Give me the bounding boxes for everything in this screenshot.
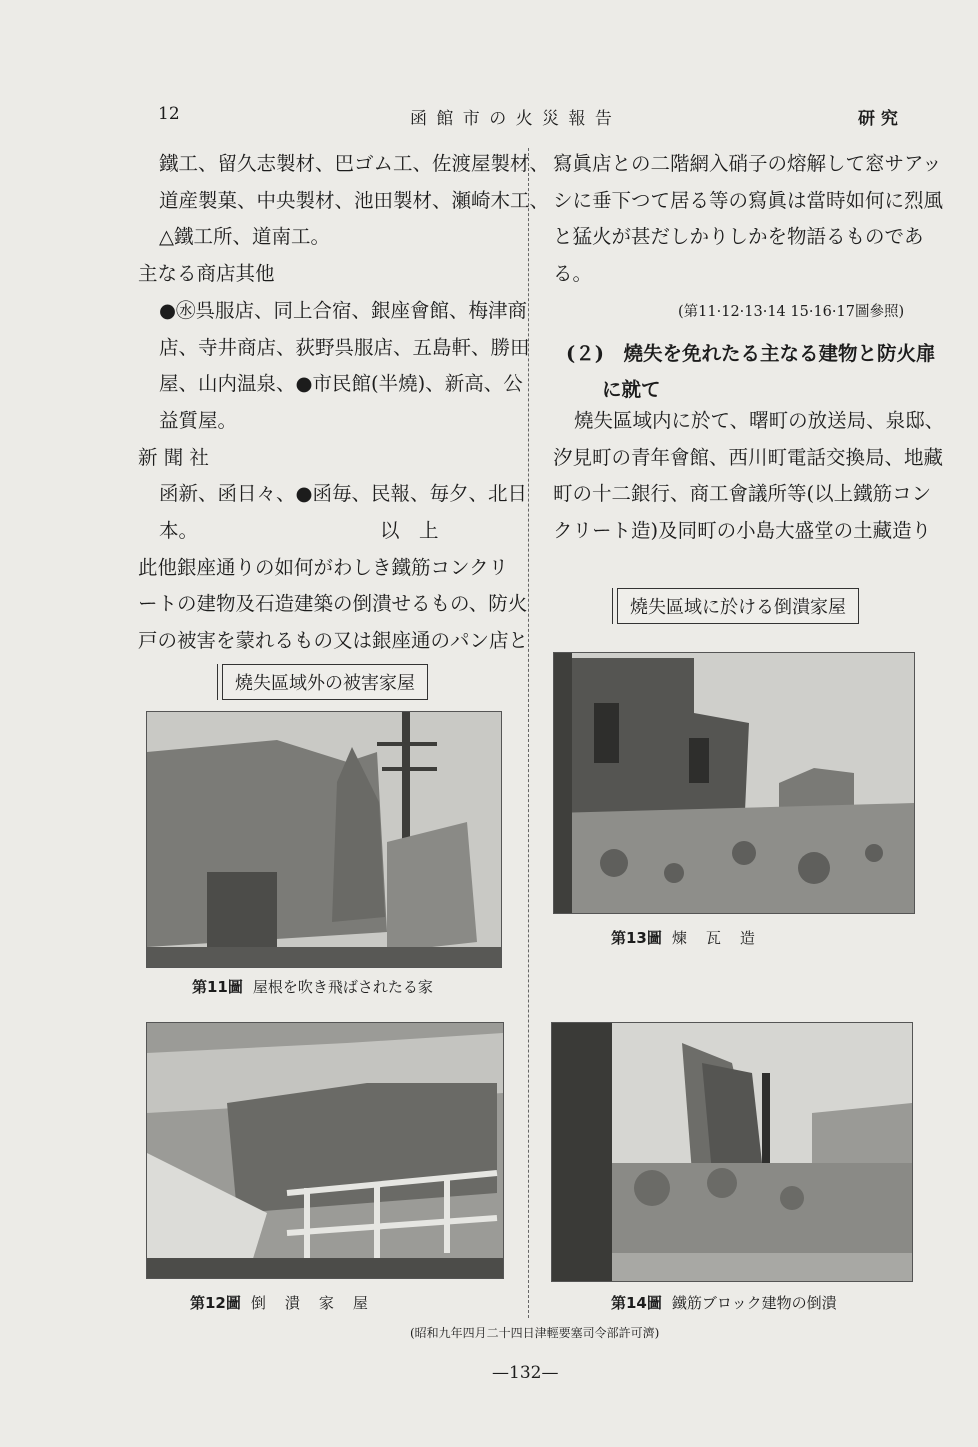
figure-13-photo bbox=[553, 652, 915, 914]
text-line: ●㊌呉服店、同上合宿、銀座會館、梅津商 bbox=[159, 298, 528, 322]
text-line: 汐見町の青年會館、西川町電話交換局、地藏 bbox=[553, 445, 944, 469]
brick-ruin-graphic bbox=[554, 653, 914, 913]
house-photo-graphic bbox=[147, 712, 501, 967]
figure-12-caption bbox=[190, 1292, 370, 1313]
figure-number: 第13圖 bbox=[611, 929, 662, 947]
permit-note: (昭和九年四月二十四日津輕要塞司令部許可濟) bbox=[410, 1326, 660, 1340]
figure-11-caption bbox=[192, 976, 433, 997]
text-line: 函新、函日々、●函毎、民報、毎夕、北日 bbox=[159, 482, 528, 506]
figure-number: 第11圖 bbox=[192, 978, 243, 996]
figure-number: 第12圖 bbox=[190, 1294, 241, 1312]
page-title: 函 館 市 の 火 災 報 告 bbox=[410, 109, 614, 129]
text-line: 道産製菓、中央製材、池田製材、瀬崎木工、 bbox=[159, 188, 550, 212]
text-line: クリート造)及同町の小島大盛堂の土藏造り bbox=[553, 519, 932, 543]
figure-11-photo bbox=[146, 711, 502, 968]
subsection-heading: (２) 燒失を免れたる主なる建物と防火扉 bbox=[566, 342, 936, 365]
page-number-header: 12 bbox=[158, 104, 180, 124]
text-line: 戸の被害を蒙れるもの又は銀座通のパン店と bbox=[138, 629, 529, 653]
section-label-box: 燒失區域に於ける倒潰家屋 bbox=[617, 588, 859, 624]
subsection-heading-cont: に就て bbox=[602, 378, 661, 401]
text-line: 寫眞店との二階網入硝子の熔解して窓サアッ bbox=[553, 152, 942, 175]
text-line: 町の十二銀行、商工會議所等(以上鐵筋コン bbox=[553, 482, 932, 506]
figure-reference: (第11·12·13·14 15·16·17圖參照) bbox=[678, 304, 905, 320]
shops-heading: 主なる商店其他 bbox=[138, 262, 275, 286]
text-line: る。 bbox=[553, 262, 593, 286]
figure-14-caption bbox=[611, 1292, 837, 1313]
text-line: シに垂下つて居る等の寫眞は當時如何に烈風 bbox=[553, 188, 944, 212]
figure-number: 第14圖 bbox=[611, 1294, 662, 1312]
figure-caption-text: 倒 潰 家 屋 bbox=[250, 1294, 370, 1312]
page-number-footer: —132— bbox=[492, 1363, 559, 1383]
left-column bbox=[138, 146, 549, 660]
figure-caption-text: 鐵筋ブロック建物の倒潰 bbox=[671, 1294, 837, 1312]
text-line: 鐵工、留久志製材、巴ゴム工、佐渡屋製材、 bbox=[159, 152, 550, 175]
news-heading: 新 聞 社 bbox=[138, 445, 209, 469]
figure-14-photo bbox=[551, 1022, 913, 1282]
column-divider bbox=[528, 148, 529, 1318]
figure-caption-text: 屋根を吹き飛ばされたる家 bbox=[252, 978, 433, 996]
text-line: 燒失區域内に於て、曙町の放送局、泉邸、 bbox=[574, 409, 945, 432]
list-end-mark: 以 上 bbox=[380, 519, 439, 543]
text-line: 店、寺井商店、荻野呉服店、五島軒、勝田 bbox=[159, 335, 530, 359]
collapsed-house-graphic bbox=[147, 1023, 503, 1278]
text-line: △鐵工所、道南工。 bbox=[159, 225, 330, 249]
text-line: 此他銀座通りの如何がわしき鐵筋コンクリ bbox=[138, 555, 509, 579]
right-column bbox=[553, 146, 943, 293]
figure-12-photo bbox=[146, 1022, 504, 1279]
right-paragraph bbox=[553, 403, 944, 550]
figure-13-caption bbox=[611, 927, 757, 948]
text-line-part: 本。 bbox=[159, 519, 199, 543]
section-label: 研 究 bbox=[858, 109, 898, 129]
figure-caption-text: 煉 瓦 造 bbox=[671, 929, 757, 947]
text-line: 屋、山内温泉、●市民館(半燒)、新高、公 bbox=[159, 372, 523, 396]
text-line: と猛火が甚だしかりしかを物語るものであ bbox=[553, 225, 924, 249]
text-line bbox=[138, 513, 549, 550]
text-line: ートの建物及石造建築の倒潰せるもの、防火 bbox=[138, 592, 528, 616]
section-label-box: 燒失區域外の被害家屋 bbox=[222, 664, 428, 700]
text-line: 益質屋。 bbox=[159, 408, 238, 432]
concrete-ruin-graphic bbox=[552, 1023, 912, 1281]
